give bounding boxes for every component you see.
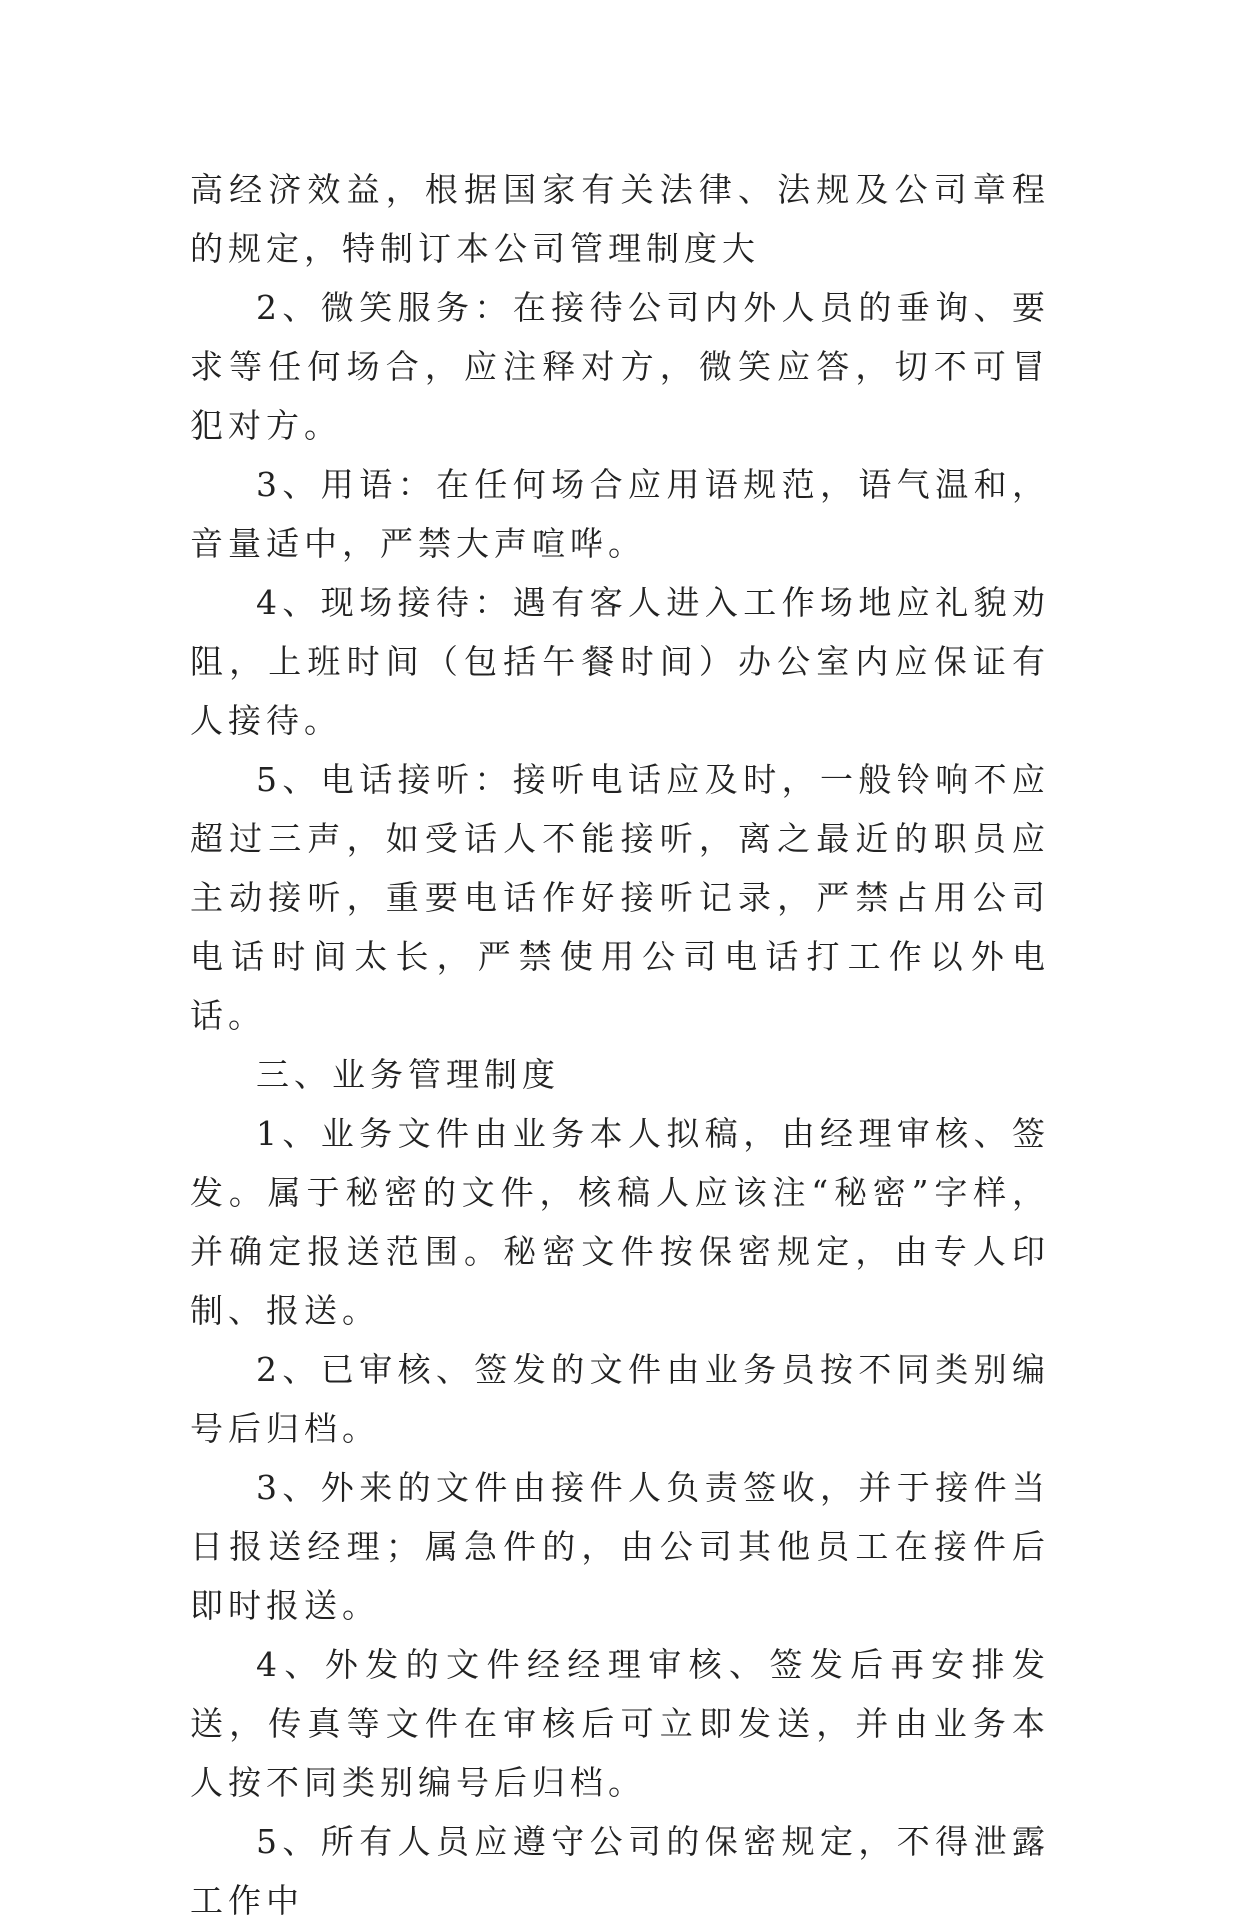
body-paragraph-incoming-documents: 3、外来的文件由接件人负责签收，并于接件当日报送经理；属急件的，由公司其他员工在接件后即时报送。 xyxy=(190,1468,1050,1625)
body-paragraph-smile-service: 2、微笑服务：在接待公司内外人员的垂询、要求等任何场合，应注释对方，微笑应答，切不可冒犯对方。 xyxy=(190,288,1050,445)
body-paragraph-business-documents: 1、业务文件由业务本人拟稿，由经理审核、签发。属于秘密的文件，核稿人应该注“秘密”字样，并确定报送范围。秘密文件按保密规定，由专人印制、报送。 xyxy=(190,1114,1050,1330)
body-paragraph-phone-answering: 5、电话接听：接听电话应及时，一般铃响不应超过三声，如受话人不能接听，离之最近的职员应主动接听，重要电话作好接听记录，严禁占用公司电话时间太长，严禁使用公司电话打工作以外电话。 xyxy=(190,760,1050,1035)
body-paragraph-outgoing-documents: 4、外发的文件经经理审核、签发后再安排发送，传真等文件在审核后可立即发送，并由业务本人按不同类别编号后归档。 xyxy=(190,1645,1050,1802)
section-heading-business-management: 三、业务管理制度 xyxy=(256,1055,560,1094)
body-paragraph-filing: 2、已审核、签发的文件由业务员按不同类别编号后归档。 xyxy=(190,1350,1050,1448)
document-page xyxy=(190,160,1050,1930)
body-paragraph-onsite-reception: 4、现场接待：遇有客人进入工作场地应礼貌劝阻，上班时间（包括午餐时间）办公室内应保证有人接待。 xyxy=(190,583,1050,740)
body-paragraph-continuation: 高经济效益，根据国家有关法律、法规及公司章程的规定，特制订本公司管理制度大 xyxy=(190,170,1050,268)
body-paragraph-confidentiality: 5、所有人员应遵守公司的保密规定，不得泄露工作中 xyxy=(190,1822,1050,1920)
body-paragraph-language: 3、用语：在任何场合应用语规范，语气温和，音量适中，严禁大声喧哗。 xyxy=(190,465,1050,563)
